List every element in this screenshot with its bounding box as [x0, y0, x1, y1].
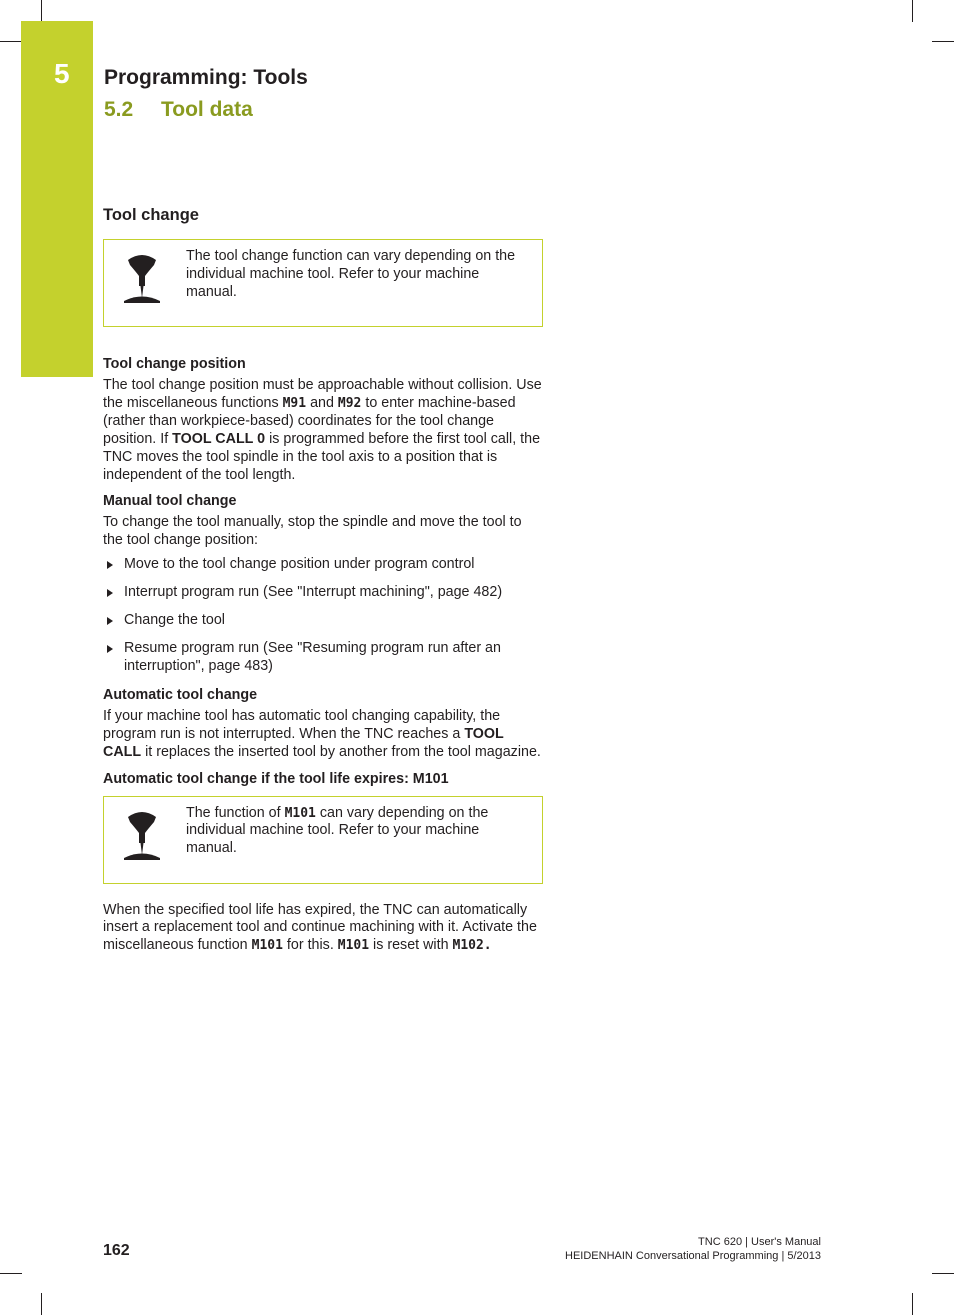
crop-mark: [912, 0, 913, 22]
heading-manual-tool-change: Manual tool change: [103, 493, 237, 510]
machine-warning-icon: [122, 809, 162, 861]
text: can vary depending on the individual machine tool. Refer to your machine manual.: [186, 804, 489, 857]
footer-edition: HEIDENHAIN Conversational Programming | 5/2013: [565, 1250, 821, 1262]
crop-mark: [0, 41, 22, 42]
heading-tool-change: Tool change: [103, 206, 199, 224]
bullet-arrow-icon: [107, 561, 113, 569]
text: it replaces the inserted tool by another from the tool magazine.: [141, 743, 541, 760]
text: The tool change position must be approachable without collision. Use the miscellaneous functions: [103, 377, 542, 411]
keyword-m91: M91: [282, 395, 307, 411]
text: is reset with: [369, 937, 453, 954]
step-text: Change the tool: [124, 612, 225, 629]
footer: [565, 1235, 821, 1263]
keyword-m102: M102.: [452, 938, 492, 954]
page-number: 162: [103, 1242, 130, 1259]
paragraph-manual-intro: To change the tool manually, stop the spindle and move the tool to the tool change position:: [103, 514, 522, 549]
chapter-number: 5: [54, 58, 70, 89]
chapter-title: Programming: Tools: [104, 66, 308, 89]
crop-mark: [41, 0, 42, 22]
text: is programmed before the first tool call, the TNC moves the tool spindle in the tool axis to a position that is independent of the tool length.: [103, 430, 541, 483]
crop-mark: [932, 1273, 954, 1274]
list-item: [103, 556, 545, 574]
keyword-m101: M101: [251, 938, 283, 954]
step-text: Move to the tool change position under program control: [124, 556, 475, 573]
bullet-arrow-icon: [107, 617, 113, 625]
keyword-m101: M101: [284, 805, 316, 821]
bullet-arrow-icon: [107, 645, 113, 653]
text: When the specified tool life has expired, the TNC can automatically insert a replacement tool and continue machining with it. Activate the miscellaneous function: [103, 901, 537, 954]
note-box: [103, 239, 543, 327]
heading-tool-change-position: Tool change position: [103, 356, 246, 372]
text: If your machine tool has automatic tool changing capability, the program run is not interrupted. When the TNC reaches a: [103, 707, 501, 742]
list-item: [103, 612, 545, 630]
note-text: The tool change function can vary depending on the individual machine tool. Refer to your machine manual.: [186, 248, 516, 300]
note-text: [186, 797, 542, 859]
paragraph-automatic: [103, 708, 545, 762]
heading-automatic-tool-change: Automatic tool change: [103, 686, 258, 703]
bullet-arrow-icon: [107, 589, 113, 597]
main-content: [103, 205, 545, 963]
step-text: Interrupt program run (See "Interrupt machining", page 482): [124, 584, 503, 601]
section-title: Tool data: [161, 98, 253, 121]
keyword-tool-call: TOOL CALL: [103, 725, 504, 760]
crop-mark: [932, 41, 954, 42]
text: for this.: [282, 937, 338, 954]
crop-mark: [912, 1293, 913, 1315]
text: The function of: [186, 804, 285, 821]
paragraph-tool-change-position: [103, 377, 545, 484]
keyword-m92: M92: [337, 395, 362, 411]
manual-steps-list: [103, 556, 545, 676]
keyword-m101: M101: [337, 938, 370, 954]
section-number: 5.2: [104, 98, 134, 121]
crop-mark: [41, 1293, 42, 1315]
machine-warning-icon: [122, 252, 162, 304]
list-item: [103, 640, 545, 676]
crop-mark: [0, 1273, 22, 1274]
paragraph-m101: [103, 902, 545, 956]
footer-manual-title: TNC 620 | User's Manual: [698, 1236, 821, 1248]
list-item: [103, 584, 545, 602]
keyword-tool-call-0: TOOL CALL 0: [172, 430, 266, 447]
note-box: [103, 796, 543, 884]
step-text: Resume program run (See "Resuming program run after an interruption", page 483): [124, 639, 501, 674]
heading-m101: Automatic tool change if the tool life expires: M101: [103, 770, 449, 787]
text: to enter machine-based (rather than workpiece-based) coordinates for the tool change position. If: [103, 394, 516, 447]
text: and: [306, 394, 338, 411]
